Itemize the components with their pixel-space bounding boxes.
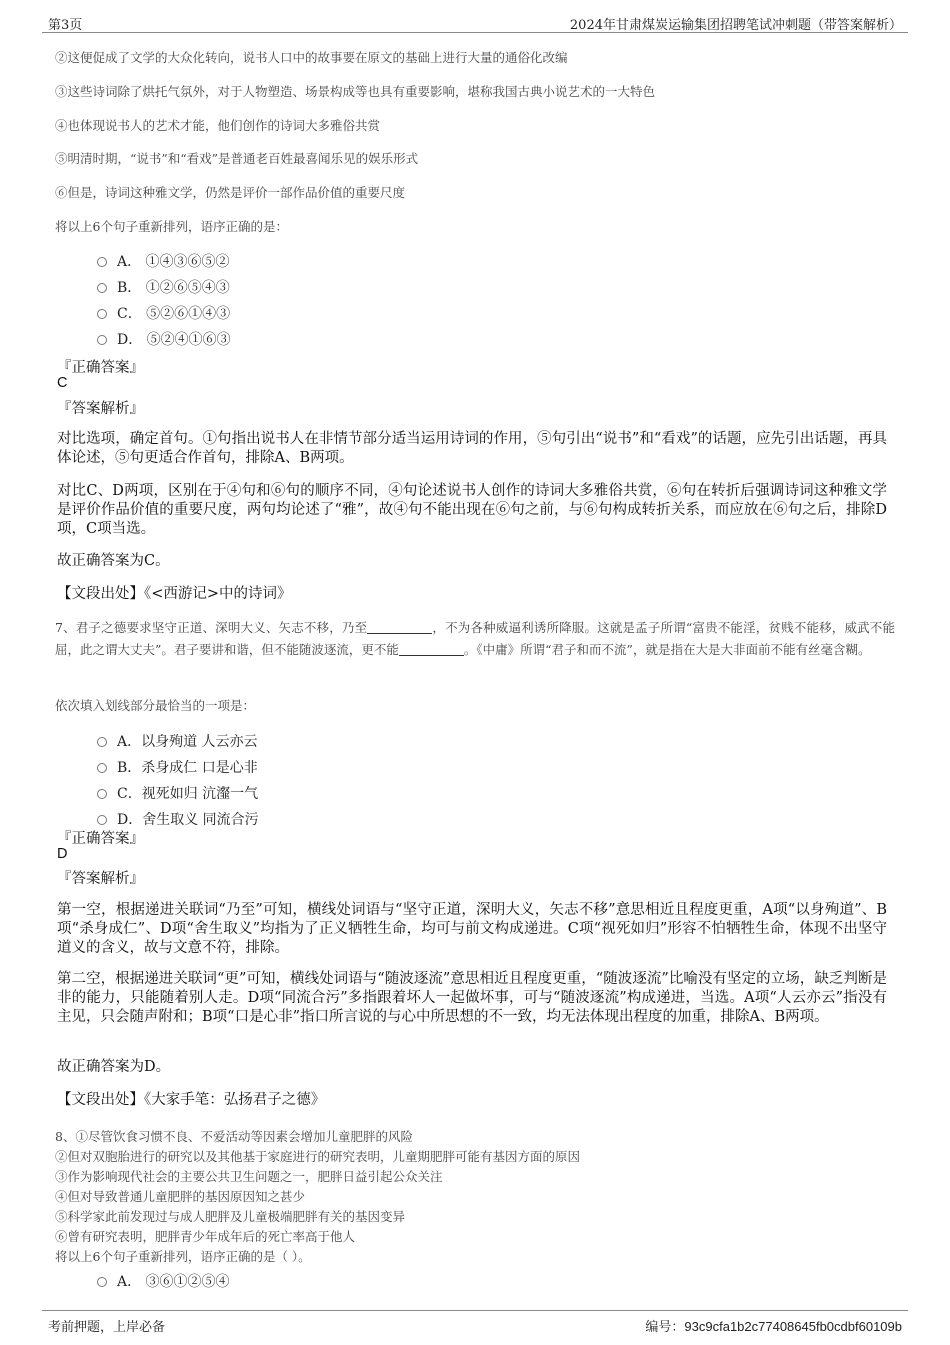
q6-item-4: ④也体现说书人的艺术才能，他们创作的诗词大多雅俗共赏 — [55, 118, 381, 133]
radio-icon[interactable] — [97, 309, 107, 319]
q6-analysis-paragraph-1: 对比选项，确定首句。①句指出说书人在非情节部分适当运用诗词的作用，⑤句引出“说书”和“看戏”的话题，应先引出话题，再具体论述，⑤句更适合作首句，排除A、B两项。 — [57, 431, 887, 466]
q6-answer-label: 『正确答案』 — [57, 360, 144, 376]
document-title: 2024年甘肃煤炭运输集团招聘笔试冲刺题（带答案解析） — [569, 18, 902, 33]
q6-analysis-label: 『答案解析』 — [57, 401, 144, 417]
q7-option-b-label: B．杀身成仁 口是心非 — [117, 760, 258, 776]
q6-item-6: ⑥但是，诗词这种雅文学，仍然是评价一部作品价值的重要尺度 — [55, 185, 406, 200]
q6-item-5: ⑤明清时期，“说书”和“看戏”是普通老百姓最喜闻乐见的娱乐形式 — [55, 151, 419, 166]
q7-stem-part-2: ，不为各种威逼利诱所降服。这就是孟子所谓“富贵不能淫，贫贱不能移，威武不能屈，此之谓大丈夫”。君子要讲和谐，但不能随波逐流，更不能 — [55, 620, 895, 657]
q8-option-a[interactable] — [97, 1271, 230, 1291]
q7-conclusion: 故正确答案为D。 — [57, 1059, 171, 1075]
q8-item-5: ⑤科学家此前发现过与成人肥胖及儿童极端肥胖有关的基因变异 — [55, 1209, 406, 1224]
q8-item-4: ④但对导致普通儿童肥胖的基因原因知之甚少 — [55, 1189, 306, 1204]
q7-source: 【文段出处】《大家手笔：弘扬君子之德》 — [57, 1092, 326, 1108]
q7-answer: D — [57, 846, 68, 862]
q7-stem-part-3: 。《中庸》所谓“君子和而不流”，就是指在大是大非面前不能有丝毫含糊。 — [463, 642, 871, 657]
document-code: 编号：93c9cfa1b2c77408645fb0cdbf60109b — [645, 1319, 902, 1334]
q6-option-b-label: B． ①②⑥⑤④③ — [117, 280, 230, 296]
q6-answer: C — [57, 375, 68, 391]
q8-item-3: ③作为影响现代社会的主要公共卫生问题之一，肥胖日益引起公众关注 — [55, 1169, 443, 1184]
radio-icon[interactable] — [97, 257, 107, 267]
radio-icon[interactable] — [97, 815, 107, 825]
q8-item-1: 8、①尽管饮食习惯不良、不爱活动等因素会增加儿童肥胖的风险 — [55, 1129, 413, 1144]
q7-answer-label: 『正确答案』 — [57, 831, 144, 847]
q7-analysis-paragraph-2: 第二空，根据递进关联词“更”可知，横线处词语与“随波逐流”意思相近且程度更重，“随波逐流”比喻没有坚定的立场，缺乏判断是非的能力，只能随着别人走。D项“同流合污”多指跟着坏人一起做坏事，可与“随波逐流”构成递进，当选。A项“人云亦云”指没有主见，只会随声附和；B项“口是心非”指口所言说的与心中所思想的不一致，均无法体现出程度的加重，排除A、B两项。 — [57, 971, 887, 1025]
q7-option-c-label: C．视死如归 沆瀣一气 — [117, 786, 259, 802]
q6-conclusion: 故正确答案为C。 — [57, 553, 170, 569]
radio-icon[interactable] — [97, 283, 107, 293]
radio-icon[interactable] — [97, 763, 107, 773]
q6-item-2: ②这便促成了文学的大众化转向，说书人口中的故事要在原文的基础上进行大量的通俗化改编 — [55, 50, 568, 65]
q7-prompt: 依次填入划线部分最恰当的一项是： — [55, 698, 256, 713]
q7-stem — [55, 617, 895, 661]
page-number: 第3页 — [48, 18, 83, 33]
q7-option-a[interactable] — [97, 731, 258, 751]
page-header — [42, 10, 908, 33]
q6-option-d[interactable] — [97, 329, 231, 349]
q7-option-a-label: A．以身殉道 人云亦云 — [117, 734, 258, 750]
footer-slogan: 考前押题，上岸必备 — [48, 1320, 166, 1335]
q6-option-a-label: A． ①④③⑥⑤② — [117, 254, 230, 270]
q7-blank-2 — [399, 643, 464, 656]
q8-item-6: ⑥曾有研究表明，肥胖青少年成年后的死亡率高于他人 — [55, 1229, 356, 1244]
q6-option-c-label: C． ⑤②⑥①④③ — [117, 306, 231, 322]
q7-analysis-label: 『答案解析』 — [57, 871, 144, 887]
q6-option-c[interactable] — [97, 303, 230, 323]
q6-prompt: 将以上6个句子重新排列，语序正确的是： — [55, 219, 288, 234]
page-footer — [42, 1310, 908, 1335]
radio-icon[interactable] — [97, 737, 107, 747]
q7-blank-1 — [367, 621, 432, 634]
q6-option-b[interactable] — [97, 277, 230, 297]
q7-stem-part-1: 7、君子之德要求坚守正道、深明大义、矢志不移，乃至 — [55, 620, 368, 635]
radio-icon[interactable] — [97, 1277, 107, 1287]
radio-icon[interactable] — [97, 335, 107, 345]
q7-analysis-paragraph-1: 第一空，根据递进关联词“乃至”可知，横线处词语与“坚守正道，深明大义，矢志不移”意思相近且程度更重，A项“以身殉道”、B项“杀身成仁”、D项“舍生取义”均指为了正义牺牲生命，均可与前文构成递进。C项“视死如归”形容不怕牺牲生命，体现不出坚守道义的含义，故与文意不符，排除。 — [57, 902, 887, 956]
q7-option-d-label: D．舍生取义 同流合污 — [117, 812, 259, 828]
q8-prompt: 将以上6个句子重新排列，语序正确的是（ ）。 — [55, 1249, 311, 1264]
q7-option-c[interactable] — [97, 783, 258, 803]
q6-option-a[interactable] — [97, 251, 230, 271]
q6-analysis-paragraph-2: 对比C、D两项，区别在于④句和⑥句的顺序不同，④句论述说书人创作的诗词大多雅俗共赏，⑥句在转折后强调诗词这种雅文学是评价作品价值的重要尺度，两句均论述了“雅”，故④句不能出现在⑥句之前，与⑥句构成转折关系，而应放在⑥句之后，排除D项，C项当选。 — [57, 483, 887, 537]
q8-option-a-label: A． ③⑥①②⑤④ — [117, 1274, 230, 1290]
q6-item-3: ③这些诗词除了烘托气氛外，对于人物塑造、场景构成等也具有重要影响，堪称我国古典小说艺术的一大特色 — [55, 84, 656, 99]
q7-option-d[interactable] — [97, 809, 259, 829]
q6-source: 【文段出处】《<西游记>中的诗词》 — [57, 586, 292, 602]
q8-item-2: ②但对双胞胎进行的研究以及其他基于家庭进行的研究表明，儿童期肥胖可能有基因方面的原因 — [55, 1149, 581, 1164]
radio-icon[interactable] — [97, 789, 107, 799]
q7-option-b[interactable] — [97, 757, 258, 777]
q6-option-d-label: D． ⑤②④①⑥③ — [117, 332, 231, 348]
q8-items — [55, 1127, 580, 1267]
